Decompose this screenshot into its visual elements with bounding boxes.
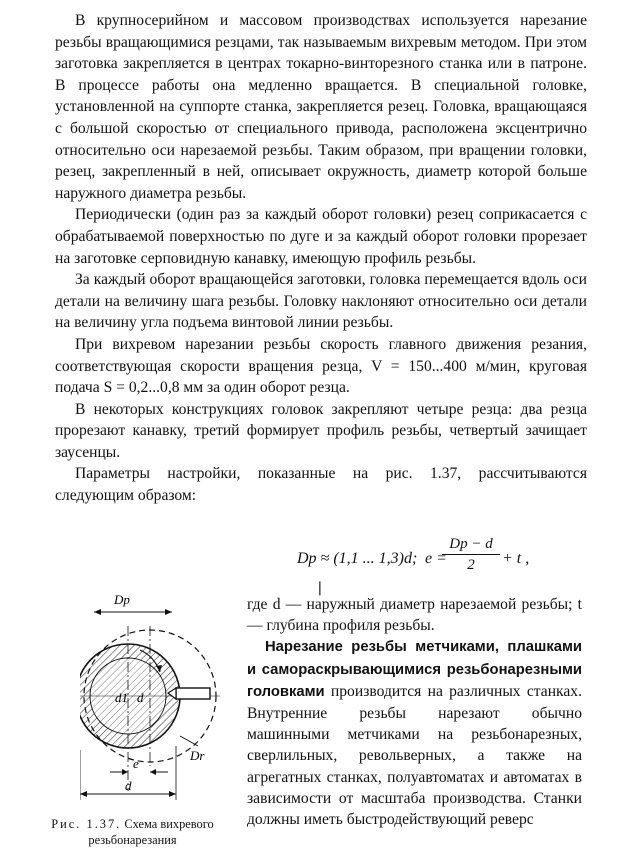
paragraph-1: В крупносерийном и массовом производствах используется нарезание резьбы вращающимися резцами, так называемым вихревым методом. При этом заготовка закрепляется в центрах токарно-винторезного станка или в патроне. В процессе работы она медленно вращается. В специальной головке, установленной на суппорте станка, закрепляется резец. Головка, вращающаяся с большой скоростью от специального привода, расположена эксцентрично относительно оси нарезаемой резьбы. Таким образом, при вращении головки, резец, закрепленный в ней, описывает окружность, диаметр которой больше наружного диаметра резьбы. — [55, 12, 587, 202]
formula-fraction — [442, 536, 500, 574]
whirl-threading-diagram — [80, 586, 245, 808]
setup-formula — [297, 536, 597, 582]
label-dr: Dr — [190, 748, 205, 763]
label-d1: d1 — [115, 690, 128, 705]
formula-e-lhs: e = — [425, 550, 447, 567]
right-column-text — [247, 594, 582, 830]
label-dp-top: Dр — [114, 592, 130, 607]
body-text — [55, 10, 587, 507]
label-e: e — [133, 756, 139, 771]
paragraph-6: Параметры настройки, показанные на рис. 1.37, рассчитываются следующим образом: — [55, 465, 587, 505]
paragraph-3: За каждый оборот вращающейся заготовки, головка перемещается вдоль оси детали на величину шага резьбы. Головку наклоняют относительно оси детали на величину угла подъема винтовой линии резьбы. — [55, 271, 587, 332]
label-d-bottom: d — [125, 778, 132, 793]
figure-1-37 — [80, 586, 245, 808]
cutter-tool — [176, 688, 210, 699]
bold-heading: Нарезание резьбы метчиками, плашками и самораскрывающимися резьбонарезными головками — [247, 639, 582, 700]
threading-paragraph — [247, 636, 582, 830]
caption-text: Схема вихревого резьбонарезания — [88, 817, 214, 847]
figure-caption — [30, 816, 235, 848]
formula-plus-t: + t , — [502, 550, 530, 567]
paragraph-2: Периодически (один раз за каждый оборот головки) резец соприкасается с обрабатываемой поверхностью по дуге и за каждый оборот головки прорезает на заготовке серповидную канавку, имеющую профиль резьбы. — [55, 206, 587, 267]
threading-continuation: производится на различных станках. Внутренние резьбы нарезают обычно машинными метчиками на резьбонарезных, сверлильных, револьверных, а также на агрегатных станках, полуавтоматах и автоматах в зависимости от масштаба производства. Станки должны иметь быстродействующий реверс — [247, 682, 582, 829]
formula-denominator: 2 — [467, 557, 475, 573]
formula-dp: Dр ≈ (1,1 ... 1,3)d; — [297, 550, 418, 567]
paragraph-5: В некоторых конструкциях головок закрепляют четыре резца: два резца прорезают канавку, третий формирует профиль резьбы, четвертый зачищает заусенцы. — [55, 400, 587, 461]
caption-label: Рис. 1.37. — [51, 817, 122, 831]
definitions-text: где d — наружный диаметр нарезаемой резьбы; t — глубина профиля резьбы. — [247, 596, 582, 635]
paragraph-4: При вихревом нарезании резьбы скорость главного движения резания, соответствующая скорости вращения резца, V = 150...400 м/мин, круговая подача S = 0,2...0,8 мм за один оборот резца. — [55, 335, 587, 397]
stray-mark: ❘ — [314, 581, 326, 596]
formula-numerator: Dр − d — [442, 536, 500, 555]
label-d: d — [137, 690, 144, 705]
